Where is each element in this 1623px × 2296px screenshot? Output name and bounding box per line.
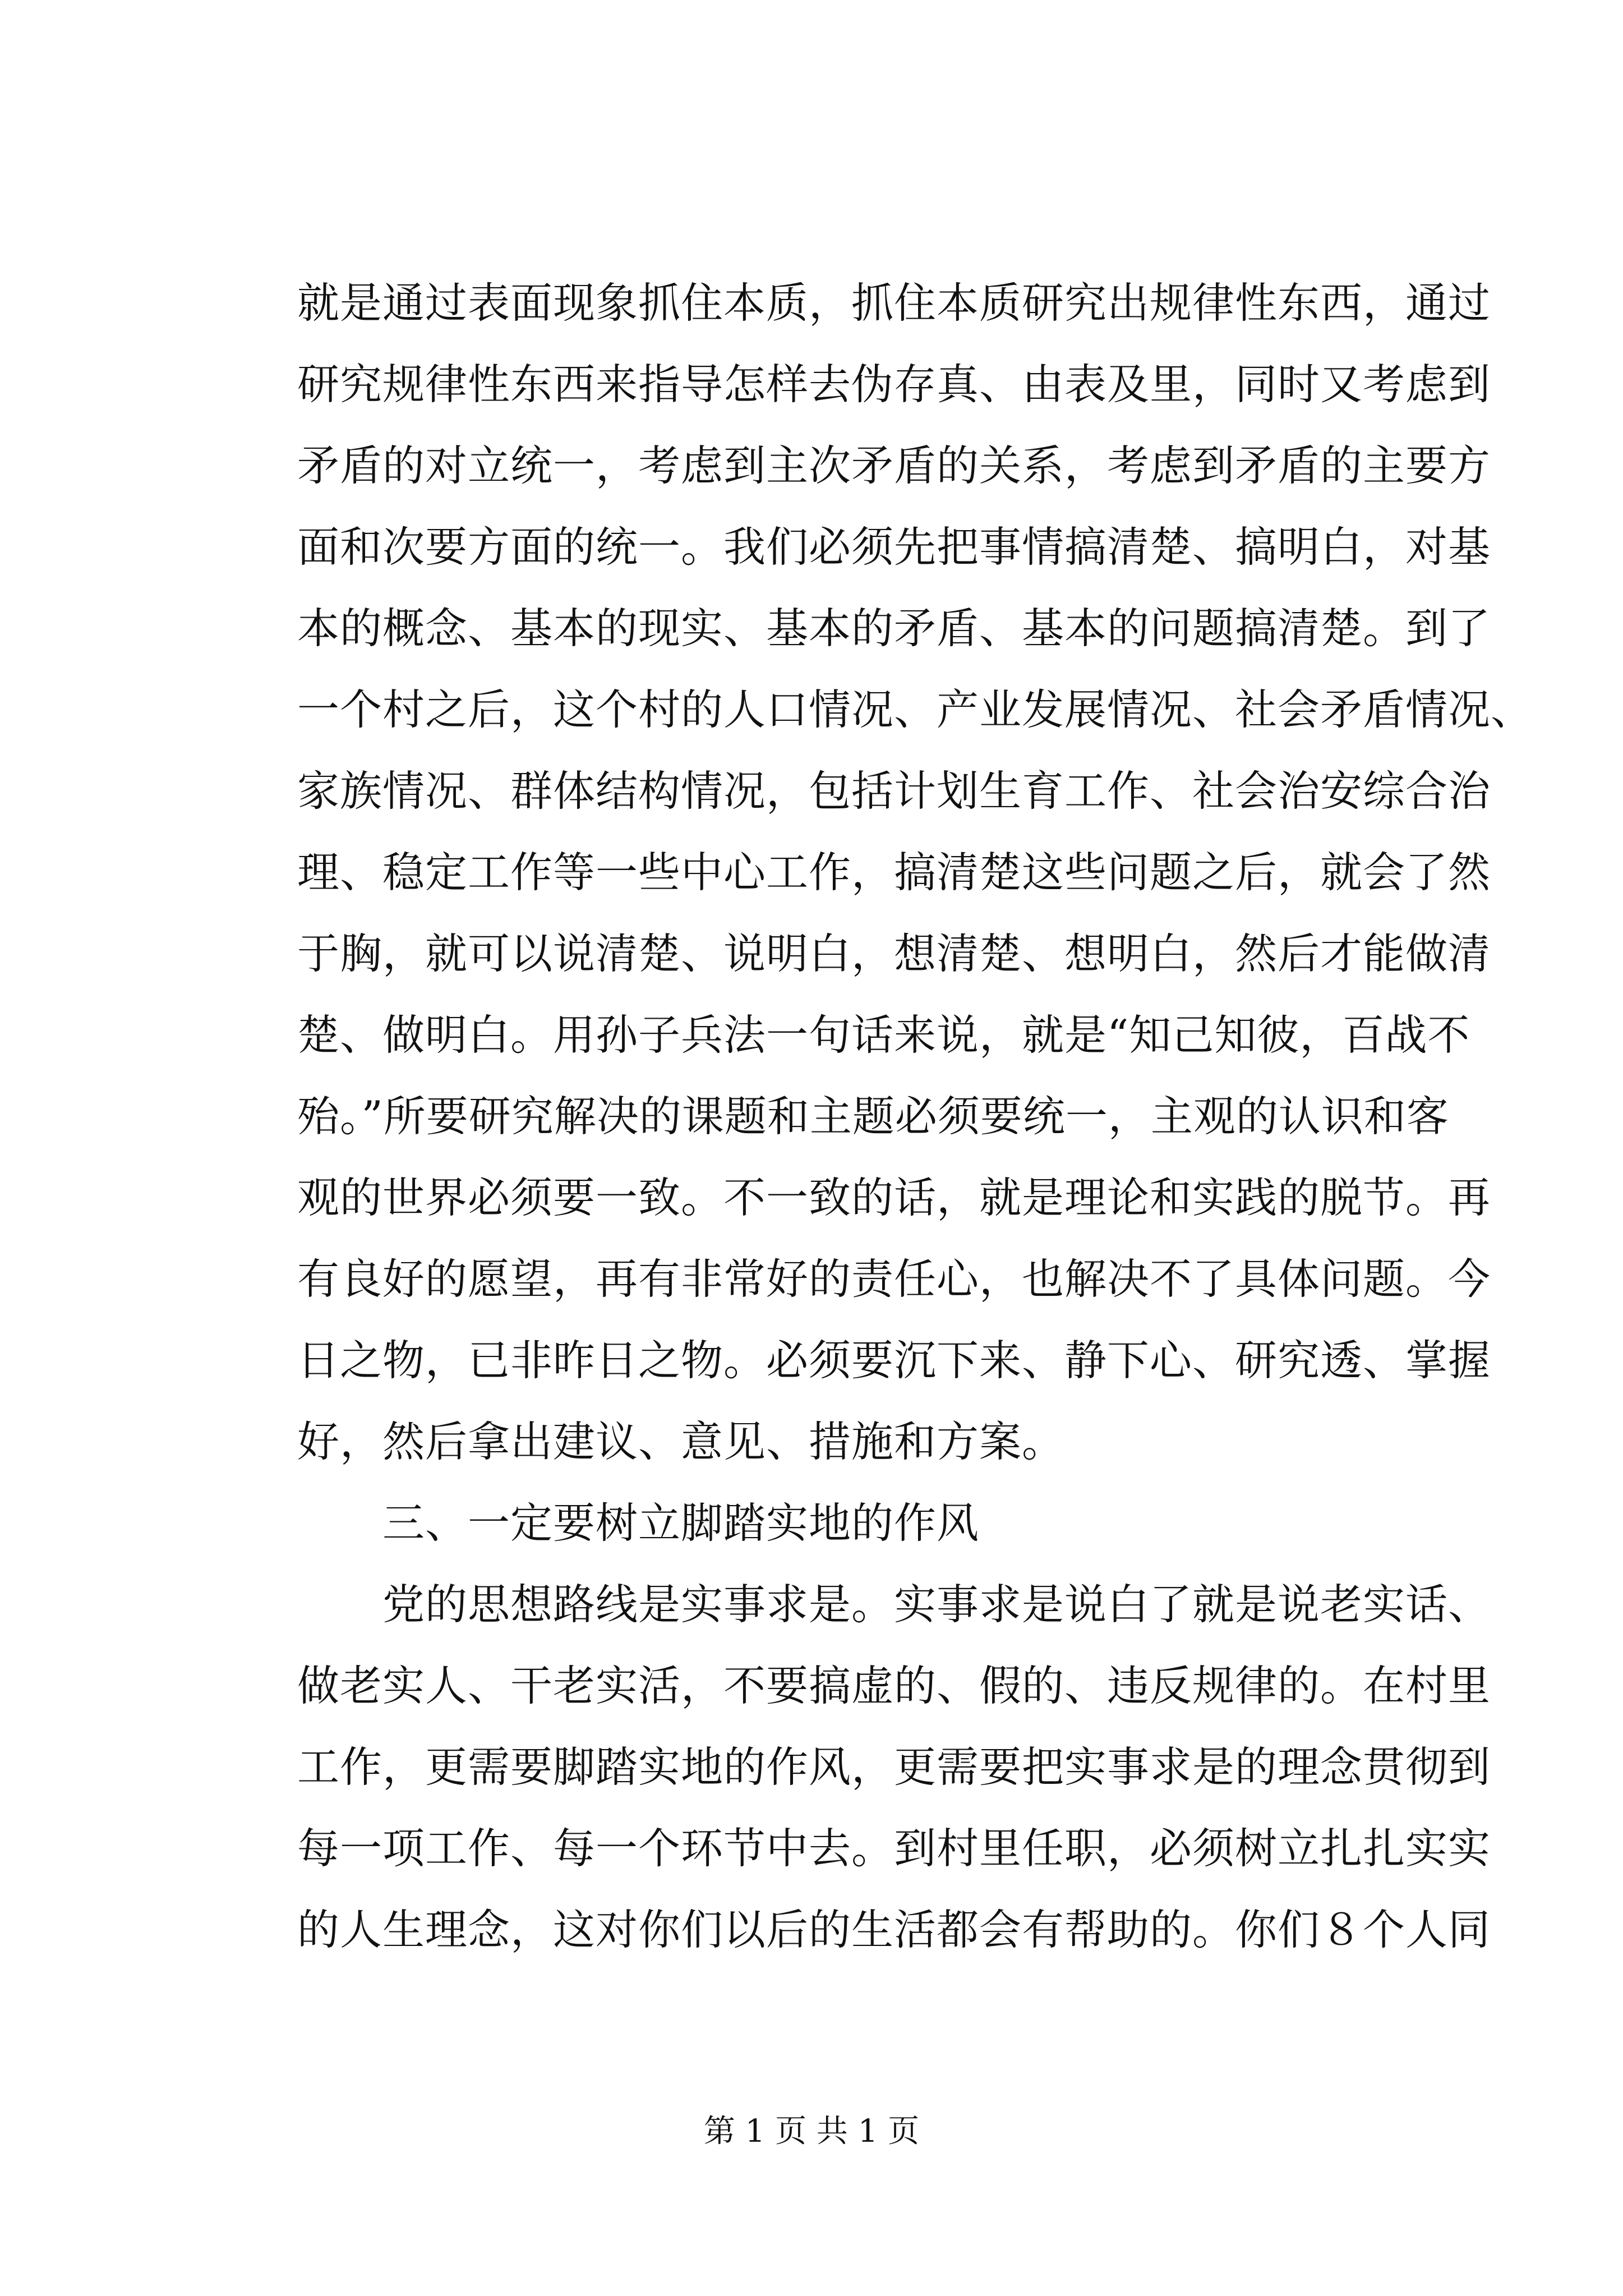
text-line: 理、稳定工作等一些中心工作，搞清楚这些问题之后，就会了然 bbox=[297, 848, 1491, 897]
text-line: 楚、做明白。用孙子兵法一句话来说，就是“知己知彼，百战不 bbox=[297, 1010, 1470, 1060]
text-line: 家族情况、群体结构情况，包括计划生育工作、社会治安综合治 bbox=[297, 766, 1491, 816]
text-line: 好，然后拿出建议、意见、措施和方案。 bbox=[297, 1417, 1065, 1466]
text-line: 每一项工作、每一个环节中去。到村里任职，必须树立扎扎实实 bbox=[297, 1824, 1491, 1873]
text-line: 面和次要方面的统一。我们必须先把事情搞清楚、搞明白，对基 bbox=[297, 522, 1491, 572]
text-line: 殆。”所要研究解决的课题和主题必须要统一，主观的认识和客 bbox=[297, 1092, 1449, 1141]
page-footer bbox=[0, 2109, 1623, 2154]
text-line: 一个村之后，这个村的人口情况、产业发展情况、社会矛盾情况、 bbox=[297, 685, 1534, 734]
text-line: 就是通过表面现象抓住本质，抓住本质研究出规律性东西，通过 bbox=[297, 278, 1491, 328]
text-line: 观的世界必须要一致。不一致的话，就是理论和实践的脱节。再 bbox=[297, 1173, 1491, 1222]
text-line: 有良好的愿望，再有非常好的责任心，也解决不了具体问题。今 bbox=[297, 1254, 1491, 1304]
section-heading: 三、一定要树立脚踏实地的作风 bbox=[297, 1498, 980, 1548]
page-number: 第 1 页 共 1 页 bbox=[703, 2113, 920, 2150]
text-line: 矛盾的对立统一，考虑到主次矛盾的关系，考虑到矛盾的主要方 bbox=[297, 441, 1491, 490]
text-line: 研究规律性东西来指导怎样去伪存真、由表及里，同时又考虑到 bbox=[297, 360, 1491, 409]
text-line: 做老实人、干老实活，不要搞虚的、假的、违反规律的。在村里 bbox=[297, 1661, 1491, 1710]
text-line: 日之物，已非昨日之物。必须要沉下来、静下心、研究透、掌握 bbox=[297, 1336, 1491, 1385]
body-text bbox=[297, 263, 1534, 1971]
text-line: 党的思想路线是实事求是。实事求是说白了就是说老实话、 bbox=[297, 1580, 1491, 1629]
text-line: 的人生理念，这对你们以后的生活都会有帮助的。你们８个人同 bbox=[297, 1905, 1491, 1954]
text-line: 工作，更需要脚踏实地的作风，更需要把实事求是的理念贯彻到 bbox=[297, 1742, 1491, 1792]
text-line: 本的概念、基本的现实、基本的矛盾、基本的问题搞清楚。到了 bbox=[297, 604, 1491, 653]
text-line: 于胸，就可以说清楚、说明白，想清楚、想明白，然后才能做清 bbox=[297, 929, 1491, 978]
